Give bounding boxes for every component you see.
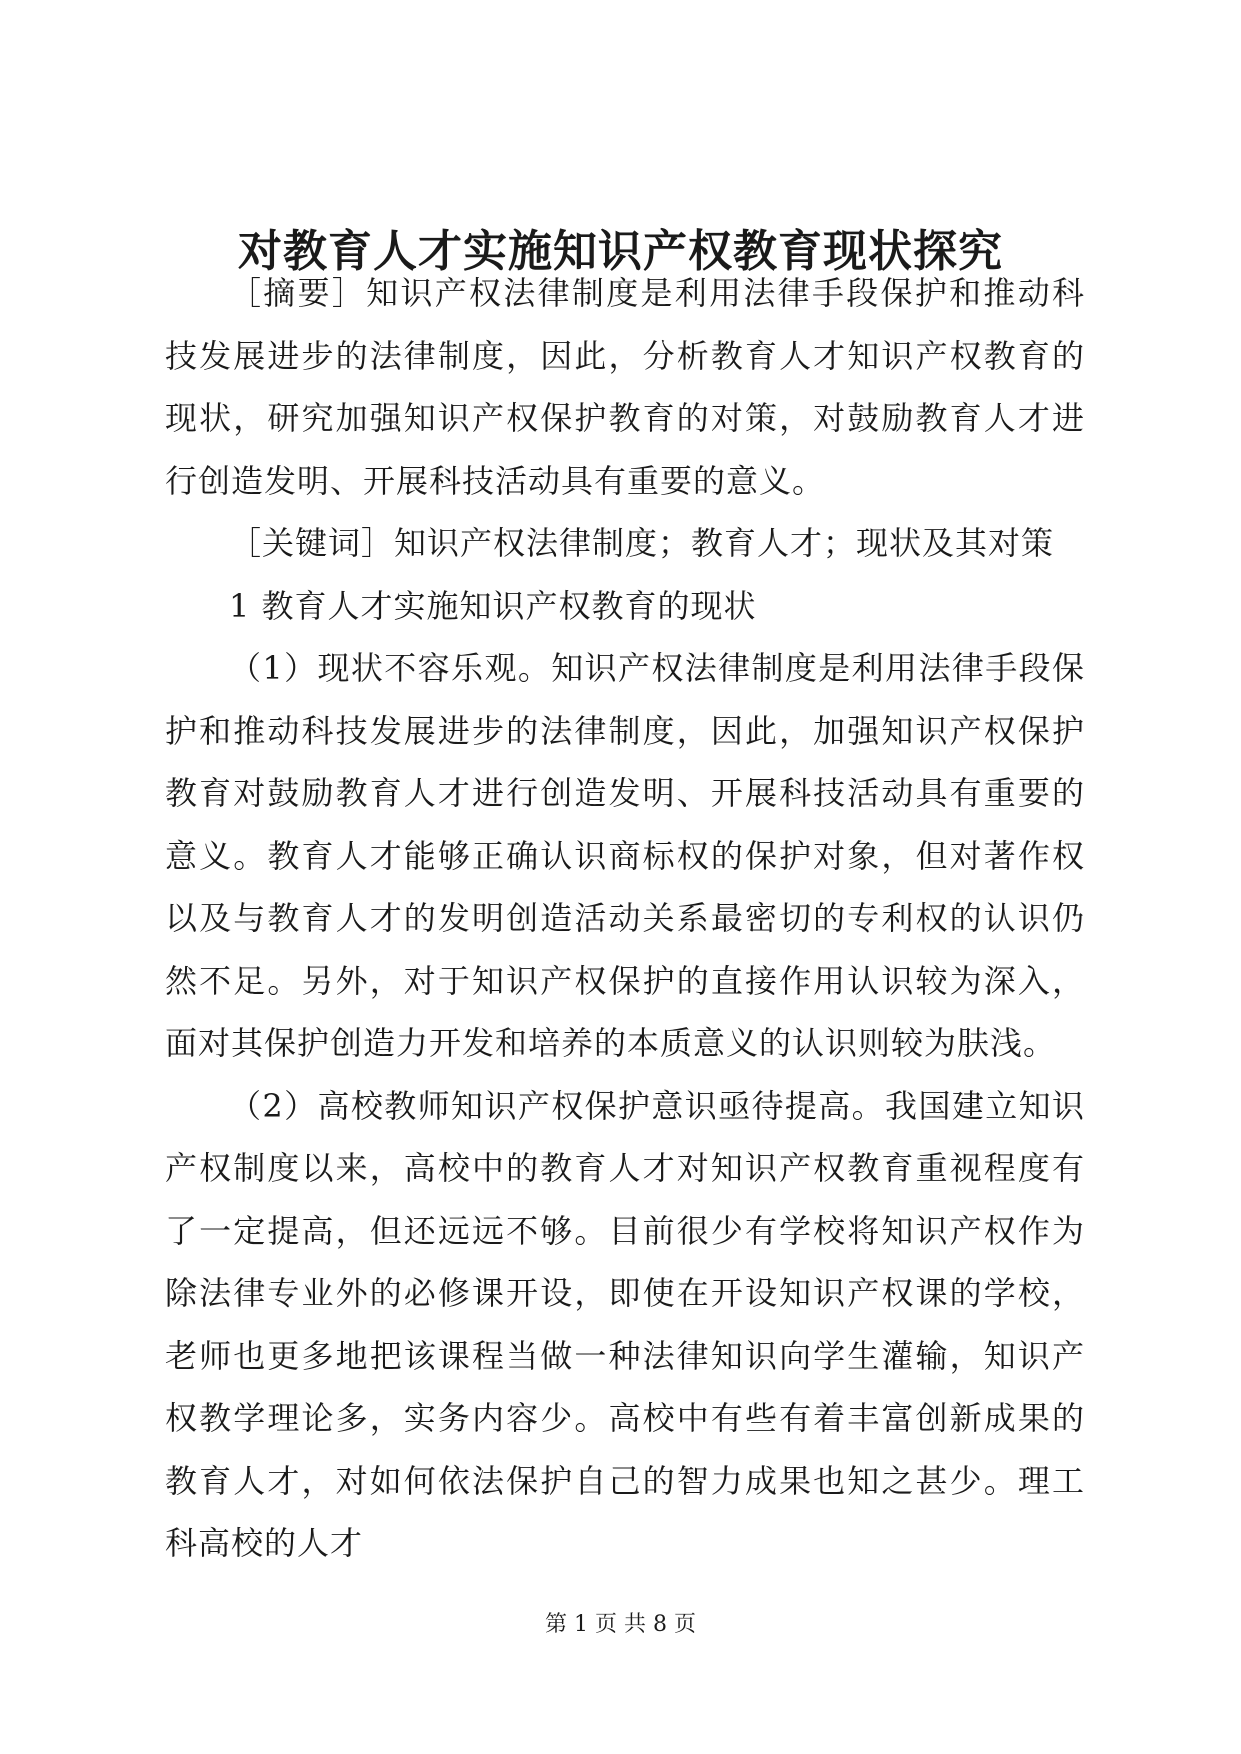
page-footer: 第 1 页 共 8 页 bbox=[545, 1612, 696, 1637]
abstract-paragraph: ［摘要］知识产权法律制度是利用法律手段保护和推动科技发展进步的法律制度，因此，分析教育人才知识产权教育的现状，研究加强知识产权保护教育的对策，对鼓励教育人才进行创造发明、开展科技活动具有重要的意义。 bbox=[165, 274, 1085, 500]
keywords-paragraph: ［关键词］知识产权法律制度；教育人才；现状及其对策 bbox=[229, 524, 1055, 562]
section-heading: 1 教育人才实施知识产权教育的现状 bbox=[229, 586, 757, 625]
document-title: 对教育人才实施知识产权教育现状探究 bbox=[238, 226, 1003, 277]
body-paragraph: （1）现状不容乐观。知识产权法律制度是利用法律手段保护和推动科技发展进步的法律制度，因此，加强知识产权保护教育对鼓励教育人才进行创造发明、开展科技活动具有重要的意义。教育人才能够正确认识商标权的保护对象，但对著作权以及与教育人才的发明创造活动关系最密切的专利权的认识仍然不足。另外，对于知识产权保护的直接作用认识较为深入，面对其保护创造力开发和培养的本质意义的认识则较为肤浅。 bbox=[165, 649, 1085, 1062]
body-paragraph: （2）高校教师知识产权保护意识亟待提高。我国建立知识产权制度以来，高校中的教育人才对知识产权教育重视程度有了一定提高，但还远远不够。目前很少有学校将知识产权作为除法律专业外的必修课开设，即使在开设知识产权课的学校，老师也更多地把该课程当做一种法律知识向学生灌输，知识产权教学理论多，实务内容少。高校中有些有着丰富创新成果的教育人才，对如何依法保护自己的智力成果也知之甚少。理工科高校的人才 bbox=[165, 1086, 1085, 1562]
document-body bbox=[165, 262, 1085, 1575]
